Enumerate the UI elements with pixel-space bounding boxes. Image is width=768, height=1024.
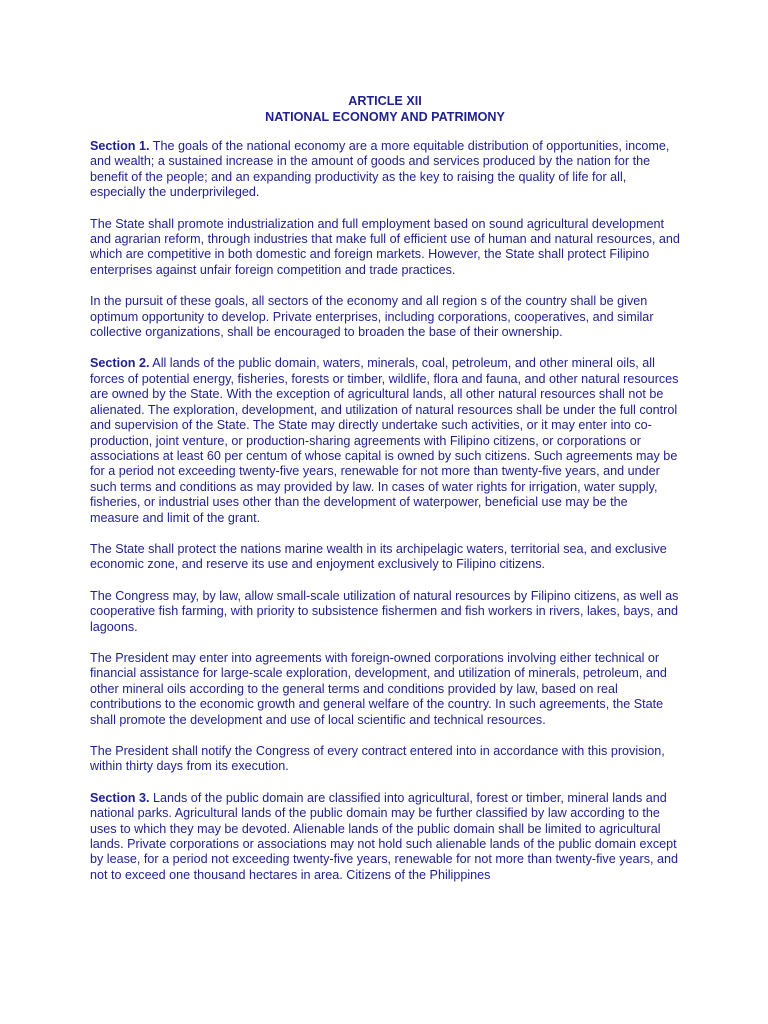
article-number: ARTICLE XII	[348, 94, 422, 108]
paragraph-text: Lands of the public domain are classified into agricultural, forest or timber, mineral lands and national parks. Agricultural lands of the public domain may be further classified by law according to the uses to which they may be devoted. Alienable lands of the public domain shall be limited to agricultural lands. Private corporations or associations may not hold such alienable lands of the public domain except by lease, for a period not exceeding twenty-five years, renewable for not more than twenty-five years, and not to exceed one thousand hectares in area. Citizens of the Philippines	[90, 790, 679, 882]
section-label: Section 3.	[90, 790, 150, 805]
paragraph-text: The goals of the national economy are a more equitable distribution of opportunities, income, and wealth; a sustained increase in the amount of goods and services produced by the nation for the benefit of the people; and an expanding productivity as the key to raising the quality of life for all, especially the underprivileged.	[90, 139, 670, 200]
article-title: NATIONAL ECONOMY AND PATRIMONY	[265, 110, 505, 124]
document-page	[90, 93, 680, 899]
paragraph	[90, 744, 680, 775]
paragraph-section-1	[90, 139, 680, 201]
paragraph	[90, 589, 680, 635]
paragraph	[90, 542, 680, 573]
paragraph-text: The State shall promote industrialization and full employment based on sound agricultural development and agrarian reform, through industries that make full of efficient use of human and natural resources, and which are competitive in both domestic and foreign markets. However, the State shall protect Filipino enterprises against unfair foreign competition and trade practices.	[90, 216, 680, 277]
paragraph-text: The President may enter into agreements with foreign-owned corporations involving either technical or financial assistance for large-scale exploration, development, and utilization of minerals, petroleum, and other mineral oils according to the general terms and conditions provided by law, based on real contributions to the economic growth and general welfare of the country. In such agreements, the State shall promote the development and use of local scientific and technical resources.	[90, 650, 667, 727]
paragraph	[90, 651, 680, 728]
paragraph-text: The Congress may, by law, allow small-scale utilization of natural resources by Filipino citizens, as well as cooperative fish farming, with priority to subsistence fishermen and fish workers in rivers, lakes, bays, and lagoons.	[90, 588, 679, 634]
paragraph-text: All lands of the public domain, waters, minerals, coal, petroleum, and other mineral oils, all forces of potential energy, fisheries, forests or timber, wildlife, flora and fauna, and other natural resources are owned by the State. With the exception of agricultural lands, all other natural resources shall not be alienated. The exploration, development, and utilization of natural resources shall be under the full control and supervision of the State. The State may directly undertake such activities, or it may enter into co-production, joint venture, or production-sharing agreements with Filipino citizens, or corporations or associations at least 60 per centum of whose capital is owned by such citizens. Such agreements may be for a period not exceeding twenty-five years, renewable for not more than twenty-five years, and under such terms and conditions as may provided by law. In cases of water rights for irrigation, water supply, fisheries, or industrial uses other than the development of waterpower, beneficial use may be the measure and limit of the grant.	[90, 356, 679, 525]
paragraph	[90, 217, 680, 279]
paragraph	[90, 294, 680, 340]
paragraph-text: In the pursuit of these goals, all sectors of the economy and all region s of the country shall be given optimum opportunity to develop. Private enterprises, including corporations, cooperatives, and similar collective organizations, shall be encouraged to broaden the base of their ownership.	[90, 294, 654, 340]
paragraph-text: The State shall protect the nations marine wealth in its archipelagic waters, territorial sea, and exclusive economic zone, and reserve its use and enjoyment exclusively to Filipino citizens.	[90, 541, 667, 572]
section-label: Section 2.	[90, 356, 150, 371]
document-heading	[90, 93, 680, 125]
section-label: Section 1.	[90, 139, 150, 153]
paragraph-text: The President shall notify the Congress of every contract entered into in accordance with this provision, within thirty days from its execution.	[90, 744, 665, 774]
paragraph-section-2	[90, 356, 680, 525]
paragraph-section-3	[90, 791, 680, 883]
